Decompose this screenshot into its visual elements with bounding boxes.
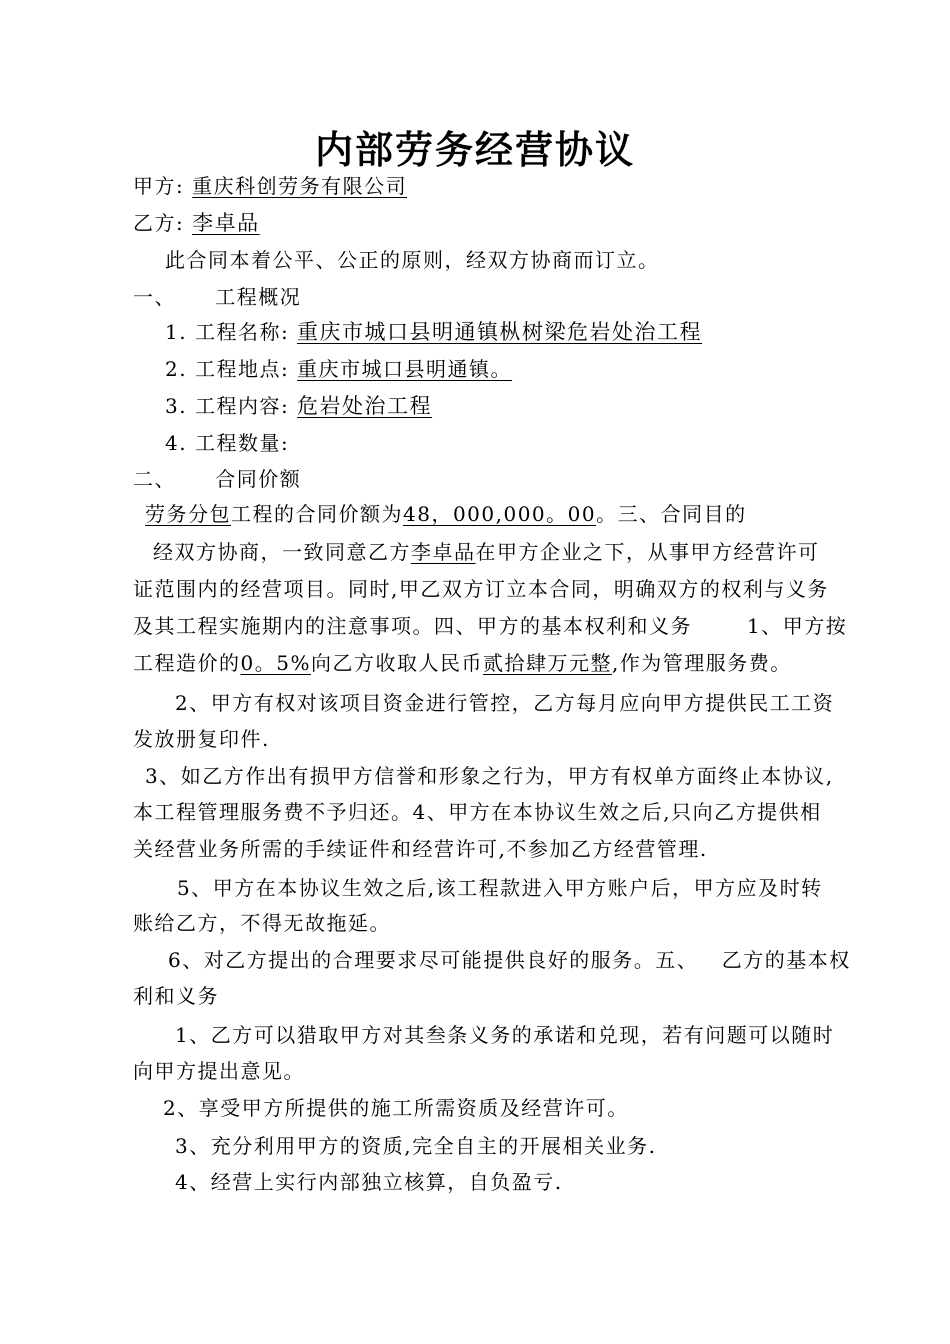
party-b-label: 乙方:	[133, 211, 193, 235]
b1-line-1: 1、乙方可以猎取甲方对其叁条义务的承诺和兑现，若有问题可以随时	[175, 1023, 835, 1047]
party-a-line	[133, 172, 868, 200]
intro-text: 此合同本着公平、公正的原则，经双方协商而订立。	[165, 248, 660, 272]
purpose-line-3: 及其工程实施期内的注意事项。四、甲方的基本权利和义务 1、甲方按	[133, 614, 848, 638]
party-b-line	[133, 209, 868, 237]
a2-line-2: 发放册复印件.	[133, 727, 270, 751]
a6-line-2: 利和义务	[133, 984, 219, 1008]
a3-line-1: 3、如乙方作出有损甲方信誉和形象之行为，甲方有权单方面终止本协议,	[145, 764, 834, 788]
contract-price-line	[145, 500, 880, 528]
contract-price-value: 48，000,000。00	[403, 502, 597, 526]
a3-line-3: 关经营业务所需的手续证件和经营许可,不参加乙方经营管理.	[133, 837, 708, 861]
fee-line	[133, 649, 868, 677]
project-name-value: 重庆市城口县明通镇枞树梁危岩处治工程	[297, 320, 703, 344]
fee-amount: 贰拾肆万元整	[482, 651, 612, 675]
fee-text-b: 向乙方收取人民币	[310, 651, 483, 675]
b2-line: 2、享受甲方所提供的施工所需资质及经营许可。	[163, 1096, 629, 1120]
purpose-line-1	[153, 538, 888, 566]
a5-line-1: 5、甲方在本协议生效之后,该工程款进入甲方账户后，甲方应及时转	[177, 876, 823, 900]
a6-line-1: 6、对乙方提出的合理要求尽可能提供良好的服务。五、 乙方的基本权	[168, 948, 851, 972]
project-content-label: 3. 工程内容:	[165, 394, 298, 418]
party-a-value: 重庆科创劳务有限公司	[192, 174, 408, 198]
b4-line: 4、经营上实行内部独立核算，自负盈亏.	[175, 1170, 563, 1194]
price-text-1: 工程的合同价额为	[231, 502, 403, 526]
party-a-label: 甲方:	[133, 174, 193, 198]
b1-line-2: 向甲方提出意见。	[133, 1059, 305, 1083]
project-quantity-line	[165, 429, 900, 457]
project-content-value: 危岩处治工程	[297, 394, 433, 418]
purpose-line-2: 证范围内的经营项目。同时,甲乙双方订立本合同，明确双方的权利与义务	[133, 577, 829, 601]
a3-line-2: 本工程管理服务费不予归还。4、甲方在本协议生效之后,只向乙方提供相	[133, 800, 822, 824]
project-name-label: 1. 工程名称:	[165, 320, 298, 344]
project-location-line	[165, 355, 900, 383]
price-text-2: 。三、合同目的	[596, 502, 747, 526]
project-quantity-label: 4. 工程数量:	[165, 431, 290, 455]
section2-heading: 二、 合同价额	[133, 467, 302, 491]
project-location-label: 2. 工程地点:	[165, 357, 298, 381]
fee-text-a: 工程造价的	[133, 651, 241, 675]
fee-rate: 0。5%	[240, 651, 311, 675]
project-content-line	[165, 392, 900, 420]
project-name-line	[165, 318, 900, 346]
a2-line-1: 2、甲方有权对该项目资金进行管控，乙方每月应向甲方提供民工工资	[175, 691, 835, 715]
section1-heading: 一、 工程概况	[133, 285, 302, 309]
purpose-text-1b: 在甲方企业之下，从事甲方经营许可	[475, 540, 820, 564]
project-location-value: 重庆市城口县明通镇。	[297, 357, 513, 381]
party-b-name-inline: 李卓品	[411, 540, 476, 564]
purpose-text-1a: 经双方协商，一致同意乙方	[153, 540, 411, 564]
a5-line-2: 账给乙方，不得无故拖延。	[133, 911, 391, 935]
document-title: 内部劳务经营协议	[314, 128, 635, 172]
party-b-value: 李卓品	[192, 211, 260, 235]
fee-text-c: ,作为管理服务费。	[611, 651, 792, 675]
b3-line: 3、充分利用甲方的资质,完全自主的开展相关业务.	[175, 1134, 657, 1158]
price-type: 劳务分包	[145, 502, 231, 526]
